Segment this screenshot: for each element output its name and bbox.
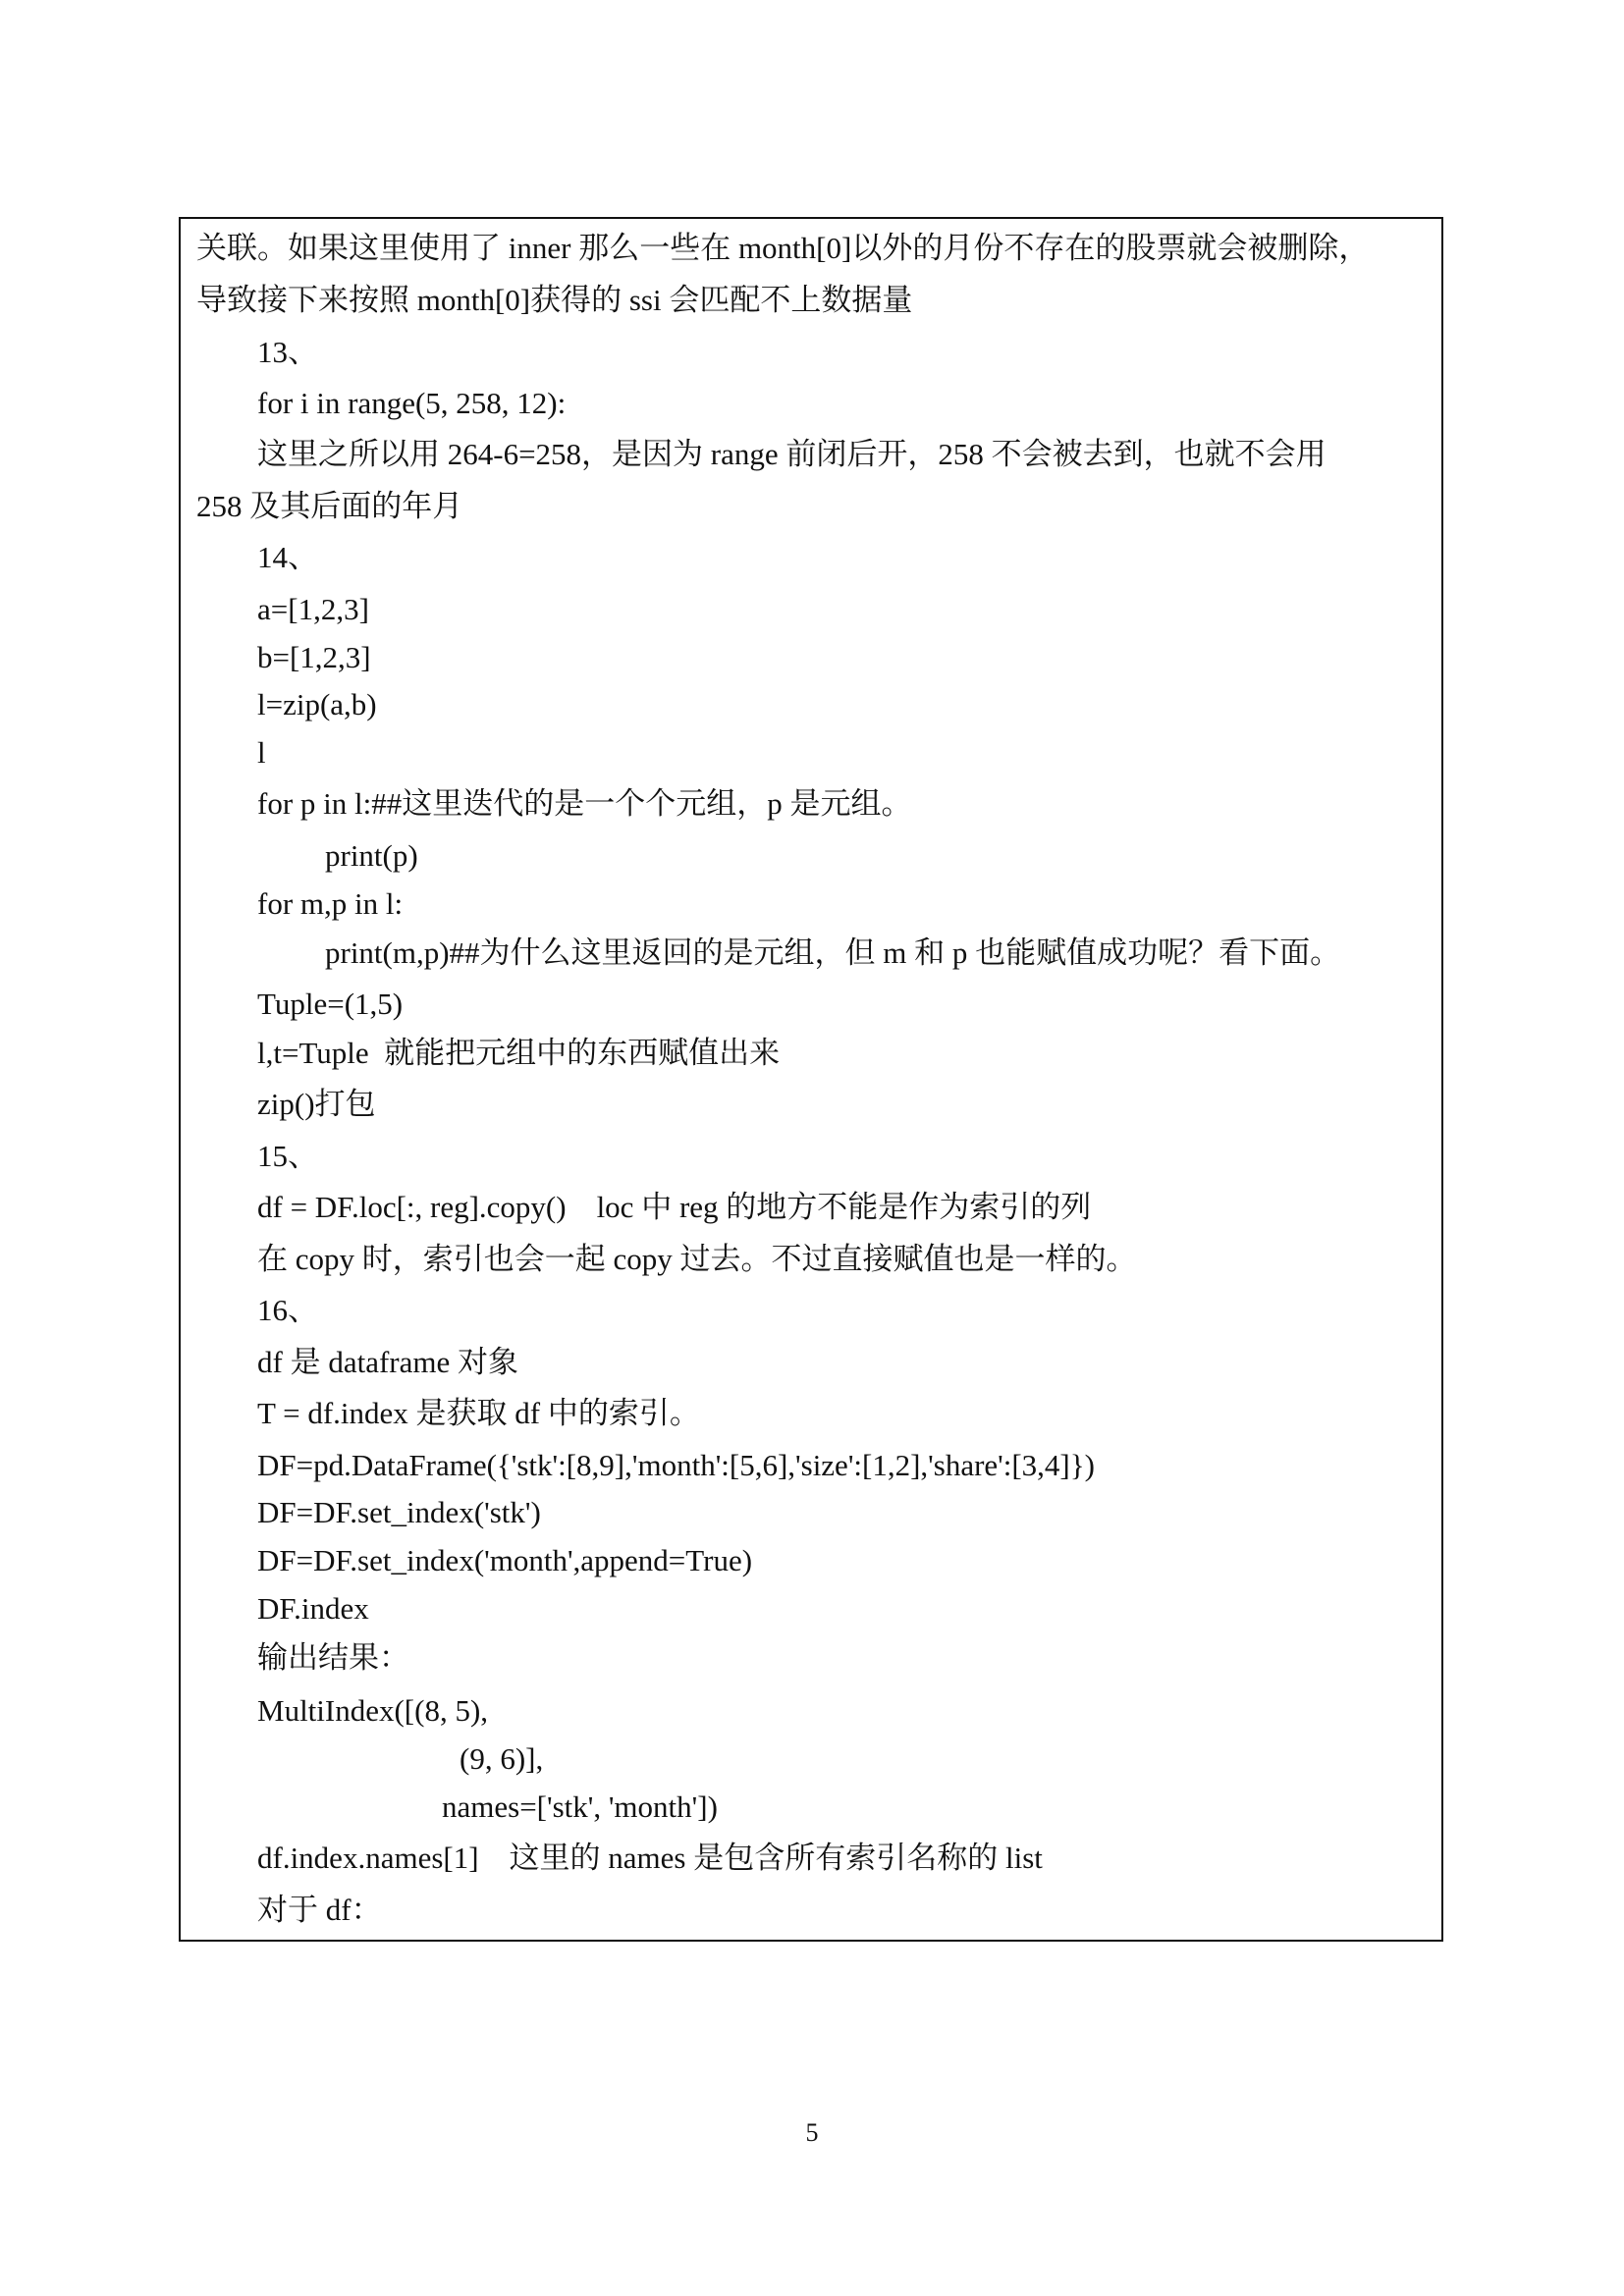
code-line-range: for i in range(5, 258, 12):	[257, 386, 567, 420]
text-line-zip-pack: zip()打包	[257, 1087, 376, 1121]
section-16-heading: 16、	[257, 1293, 318, 1327]
code-line-loc-copy: df = DF.loc[:, reg].copy() loc 中 reg 的地方不能是作为索引的列	[257, 1190, 1092, 1224]
code-line-zip: l=zip(a,b)	[257, 687, 377, 721]
text-line-range-explain: 这里之所以用 264-6=258，是因为 range 前闭后开，258 不会被去到，也就不会用	[257, 437, 1326, 471]
text-line-df-index: T = df.index 是获取 df 中的索引。	[257, 1396, 700, 1430]
code-line-print-mp: print(m,p)##为什么这里返回的是元组，但 m 和 p 也能赋值成功呢？看下面。	[325, 935, 1341, 970]
code-line-print-p: print(p)	[325, 838, 418, 873]
code-line-set-index-stk: DF=DF.set_index('stk')	[257, 1495, 541, 1529]
text-line-copy-explain: 在 copy 时，索引也会一起 copy 过去。不过直接赋值也是一样的。	[257, 1242, 1137, 1276]
code-line-for-p: for p in l:##这里迭代的是一个个元组，p 是元组。	[257, 786, 912, 821]
page-number: 5	[805, 2118, 819, 2147]
code-line-unpack: l,t=Tuple 就能把元组中的东西赋值出来	[257, 1036, 781, 1070]
code-line-l: l	[257, 735, 266, 770]
code-line-df-index-call: DF.index	[257, 1591, 369, 1626]
section-14-heading: 14、	[257, 540, 318, 574]
output-line-tuple-2: (9, 6)],	[460, 1741, 544, 1776]
text-line-df-object: df 是 dataframe 对象	[257, 1345, 518, 1379]
text-line-range-explain-cont: 258 及其后面的年月	[196, 489, 463, 523]
code-line-index-names: df.index.names[1] 这里的 names 是包含所有索引名称的 list	[257, 1841, 1043, 1875]
text-line-1: 关联。如果这里使用了 inner 那么一些在 month[0]以外的月份不存在的股票就会被删除，	[196, 231, 1370, 265]
code-line-a: a=[1,2,3]	[257, 592, 369, 626]
text-line-for-df: 对于 df：	[257, 1893, 382, 1927]
section-13-heading: 13、	[257, 335, 318, 369]
section-15-heading: 15、	[257, 1139, 318, 1173]
code-line-dataframe: DF=pd.DataFrame({'stk':[8,9],'month':[5,6],'size':[1,2],'share':[3,4]})	[257, 1448, 1095, 1482]
code-line-b: b=[1,2,3]	[257, 640, 371, 674]
text-line-2: 导致接下来按照 month[0]获得的 ssi 会匹配不上数据量	[196, 283, 913, 317]
code-line-for-mp: for m,p in l:	[257, 886, 404, 921]
code-line-set-index-month: DF=DF.set_index('month',append=True)	[257, 1543, 753, 1577]
content-frame	[179, 217, 1443, 1942]
code-line-tuple: Tuple=(1,5)	[257, 987, 404, 1021]
output-line-multiindex: MultiIndex([(8, 5),	[257, 1693, 489, 1728]
output-line-names: names=['stk', 'month'])	[442, 1789, 718, 1824]
text-line-output-label: 输出结果：	[257, 1640, 409, 1675]
